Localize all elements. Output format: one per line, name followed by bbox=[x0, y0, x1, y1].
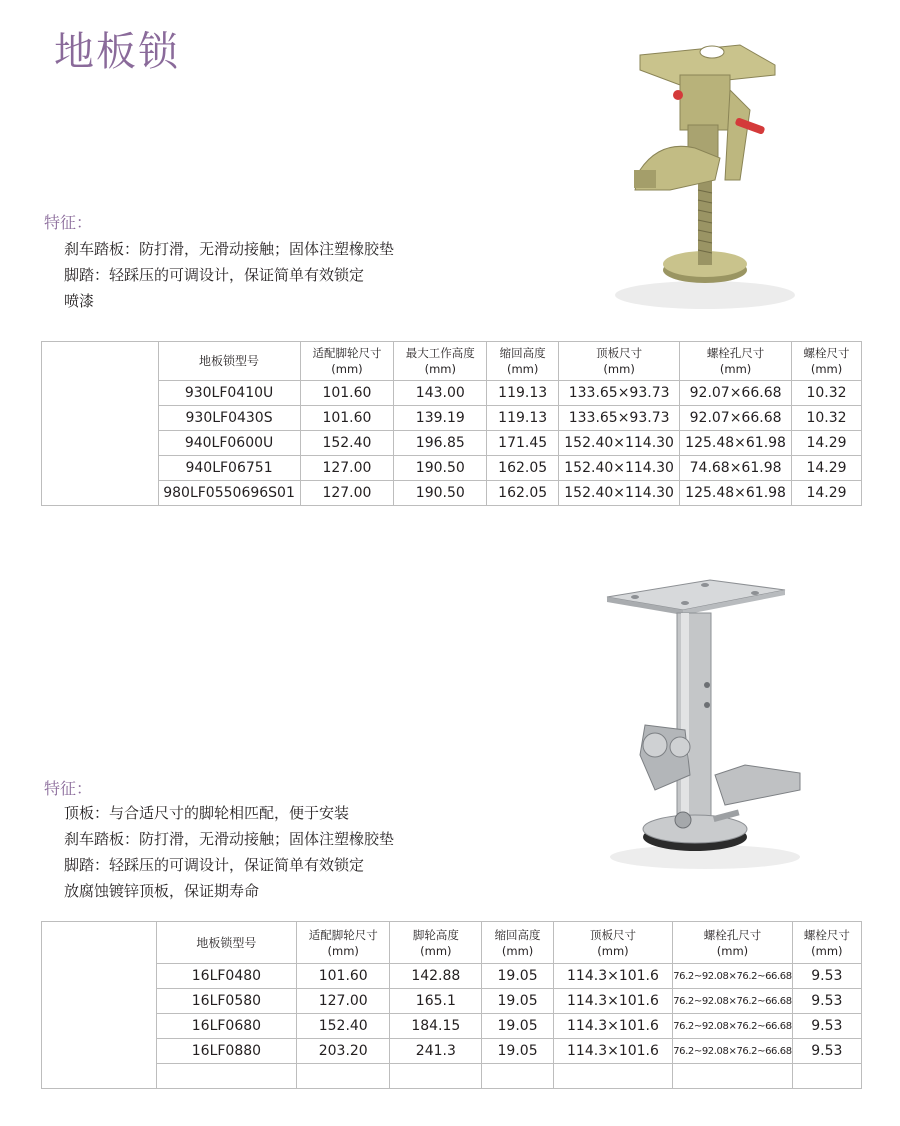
floor-lock-image-painted bbox=[600, 30, 800, 320]
table-cell: 101.60 bbox=[300, 406, 394, 431]
page-title: 地板锁 bbox=[54, 29, 180, 75]
table-cell: 19.05 bbox=[482, 1039, 553, 1064]
table-cell: 14.29 bbox=[792, 456, 862, 481]
col-header-text: 螺栓尺寸 bbox=[803, 346, 850, 360]
table-cell: 142.88 bbox=[390, 964, 482, 989]
table-cell: 152.40×114.30 bbox=[559, 431, 680, 456]
col-header bbox=[559, 342, 680, 381]
table-row bbox=[42, 1014, 862, 1039]
table-cell: 930LF0430S bbox=[158, 406, 300, 431]
table-cell: 9.53 bbox=[792, 964, 861, 989]
table-row bbox=[42, 481, 862, 506]
table-cell: 152.40 bbox=[300, 431, 394, 456]
col-header bbox=[300, 342, 394, 381]
table-cell: 16LF0680 bbox=[156, 1014, 297, 1039]
table-cell: 152.40×114.30 bbox=[559, 481, 680, 506]
feature-item: 刹车踏板：防打滑，无滑动接触；固体注塑橡胶垫 bbox=[64, 240, 395, 258]
table-cell: 133.65×93.73 bbox=[559, 406, 680, 431]
features-heading-2: 特征： bbox=[44, 779, 93, 798]
table-cell: 16LF0480 bbox=[156, 964, 297, 989]
table-cell: 190.50 bbox=[394, 456, 487, 481]
col-header-text: (mm) bbox=[420, 943, 452, 958]
feature-item: 刹车踏板：防打滑，无滑动接触；固体注塑橡胶垫 bbox=[64, 830, 395, 848]
col-header-text: (mm) bbox=[716, 943, 749, 958]
table-cell: 125.48×61.98 bbox=[680, 481, 792, 506]
table-cell: 184.15 bbox=[390, 1014, 482, 1039]
table-cell: 92.07×66.68 bbox=[680, 406, 792, 431]
table-cell: 16LF0880 bbox=[156, 1039, 297, 1064]
table-cell: 162.05 bbox=[487, 456, 559, 481]
col-header-text: (mm) bbox=[501, 943, 534, 958]
col-header bbox=[553, 922, 672, 964]
floor-lock-image-galvanized bbox=[595, 575, 810, 875]
col-header-text: 螺栓孔尺寸 bbox=[706, 346, 765, 360]
col-header bbox=[156, 922, 297, 964]
table-cell: 114.3×101.6 bbox=[553, 989, 672, 1014]
feature-item: 顶板：与合适尺寸的脚轮相匹配，便于安装 bbox=[64, 804, 350, 822]
col-header-text: 缩回高度 bbox=[494, 927, 541, 942]
table-row bbox=[42, 989, 862, 1014]
col-header-text: (mm) bbox=[424, 362, 456, 376]
features-heading-1: 特征： bbox=[44, 213, 93, 232]
table-cell bbox=[156, 1064, 297, 1089]
features-list-2 bbox=[64, 800, 394, 904]
col-header bbox=[158, 342, 300, 381]
col-header bbox=[390, 922, 482, 964]
col-header-text: 地板锁型号 bbox=[196, 935, 257, 950]
table-cell: 9.53 bbox=[792, 989, 861, 1014]
table-cell: 127.00 bbox=[300, 481, 394, 506]
table-cell: 127.00 bbox=[297, 989, 390, 1014]
col-header-text: 顶板尺寸 bbox=[596, 346, 643, 360]
table-row bbox=[42, 456, 862, 481]
table-cell: 114.3×101.6 bbox=[553, 1014, 672, 1039]
table-row bbox=[42, 1064, 862, 1089]
col-header bbox=[394, 342, 487, 381]
table-cell: 76.2~92.08×76.2~66.68 bbox=[673, 1039, 793, 1064]
table-cell: 114.3×101.6 bbox=[553, 964, 672, 989]
table-cell: 19.05 bbox=[482, 1014, 553, 1039]
table-cell: 241.3 bbox=[390, 1039, 482, 1064]
feature-item: 脚踏：轻踩压的可调设计，保证简单有效锁定 bbox=[64, 856, 365, 874]
feature-item: 脚踏：轻踩压的可调设计，保证简单有效锁定 bbox=[64, 266, 365, 284]
table-cell bbox=[297, 1064, 390, 1089]
col-header bbox=[680, 342, 792, 381]
col-header-text: (mm) bbox=[810, 362, 843, 376]
table-cell bbox=[482, 1064, 553, 1089]
table-cell: 152.40 bbox=[297, 1014, 390, 1039]
table-row bbox=[42, 964, 862, 989]
table-cell: 9.53 bbox=[792, 1039, 861, 1064]
table-cell: 127.00 bbox=[300, 456, 394, 481]
col-header-text: 适配脚轮尺寸 bbox=[312, 346, 382, 360]
col-header bbox=[673, 922, 793, 964]
col-header-text: 地板锁型号 bbox=[199, 354, 260, 368]
table-cell: 203.20 bbox=[297, 1039, 390, 1064]
feature-item: 喷漆 bbox=[64, 292, 95, 310]
col-header-text: (mm) bbox=[603, 362, 635, 376]
table-cell: 119.13 bbox=[487, 381, 559, 406]
spec-table-2 bbox=[41, 921, 862, 1089]
table-cell: 143.00 bbox=[394, 381, 487, 406]
table-cell: 74.68×61.98 bbox=[680, 456, 792, 481]
table-cell: 196.85 bbox=[394, 431, 487, 456]
table-cell bbox=[673, 1064, 793, 1089]
table-cell: 19.05 bbox=[482, 989, 553, 1014]
table-cell bbox=[390, 1064, 482, 1089]
col-header bbox=[792, 922, 861, 964]
feature-item: 放腐蚀镀锌顶板，保证期寿命 bbox=[64, 882, 260, 900]
table-row bbox=[42, 1039, 862, 1064]
table-cell: 10.32 bbox=[792, 406, 862, 431]
table-cell: 152.40×114.30 bbox=[559, 456, 680, 481]
col-header-text: (mm) bbox=[327, 943, 359, 958]
col-header-text: (mm) bbox=[811, 943, 843, 958]
table-cell: 114.3×101.6 bbox=[553, 1039, 672, 1064]
col-header-text: 缩回高度 bbox=[499, 346, 546, 360]
table-cell: 101.60 bbox=[297, 964, 390, 989]
table-cell: 171.45 bbox=[487, 431, 559, 456]
table-cell: 162.05 bbox=[487, 481, 559, 506]
table-cell: 76.2~92.08×76.2~66.68 bbox=[673, 989, 793, 1014]
col-header-text: (mm) bbox=[597, 943, 629, 958]
col-header bbox=[487, 342, 559, 381]
table-cell: 190.50 bbox=[394, 481, 487, 506]
col-header-text: 螺栓孔尺寸 bbox=[703, 927, 762, 942]
table-cell: 119.13 bbox=[487, 406, 559, 431]
table-cell: 101.60 bbox=[300, 381, 394, 406]
table-cell: 10.32 bbox=[792, 381, 862, 406]
col-header-text: 顶板尺寸 bbox=[589, 927, 636, 942]
col-header bbox=[297, 922, 390, 964]
col-header-text: 脚轮高度 bbox=[412, 927, 459, 942]
col-header-text: 螺栓尺寸 bbox=[803, 927, 850, 942]
table-cell: 165.1 bbox=[390, 989, 482, 1014]
table-cell: 76.2~92.08×76.2~66.68 bbox=[673, 1014, 793, 1039]
table-cell bbox=[792, 1064, 861, 1089]
col-header bbox=[792, 342, 862, 381]
table-row bbox=[42, 406, 862, 431]
table-cell: 125.48×61.98 bbox=[680, 431, 792, 456]
table-cell: 139.19 bbox=[394, 406, 487, 431]
table-cell: 16LF0580 bbox=[156, 989, 297, 1014]
table-cell: 92.07×66.68 bbox=[680, 381, 792, 406]
table-cell: 76.2~92.08×76.2~66.68 bbox=[673, 964, 793, 989]
col-header-text: 最大工作高度 bbox=[405, 346, 475, 360]
table-cell: 14.29 bbox=[792, 431, 862, 456]
table-row bbox=[42, 431, 862, 456]
spec-table-1 bbox=[41, 341, 862, 506]
table-cell: 940LF0600U bbox=[158, 431, 300, 456]
table-cell: 133.65×93.73 bbox=[559, 381, 680, 406]
col-header-text: (mm) bbox=[719, 362, 752, 376]
col-header bbox=[482, 922, 553, 964]
table-cell: 14.29 bbox=[792, 481, 862, 506]
col-header-text: (mm) bbox=[506, 362, 539, 376]
table-cell bbox=[553, 1064, 672, 1089]
col-header-text: (mm) bbox=[331, 362, 363, 376]
table-row bbox=[42, 381, 862, 406]
col-header-text: 适配脚轮尺寸 bbox=[308, 927, 378, 942]
features-list-1 bbox=[64, 236, 394, 314]
table-cell: 940LF06751 bbox=[158, 456, 300, 481]
table-cell: 9.53 bbox=[792, 1014, 861, 1039]
table-cell: 19.05 bbox=[482, 964, 553, 989]
table-cell: 980LF0550696S01 bbox=[158, 481, 300, 506]
table-cell: 930LF0410U bbox=[158, 381, 300, 406]
